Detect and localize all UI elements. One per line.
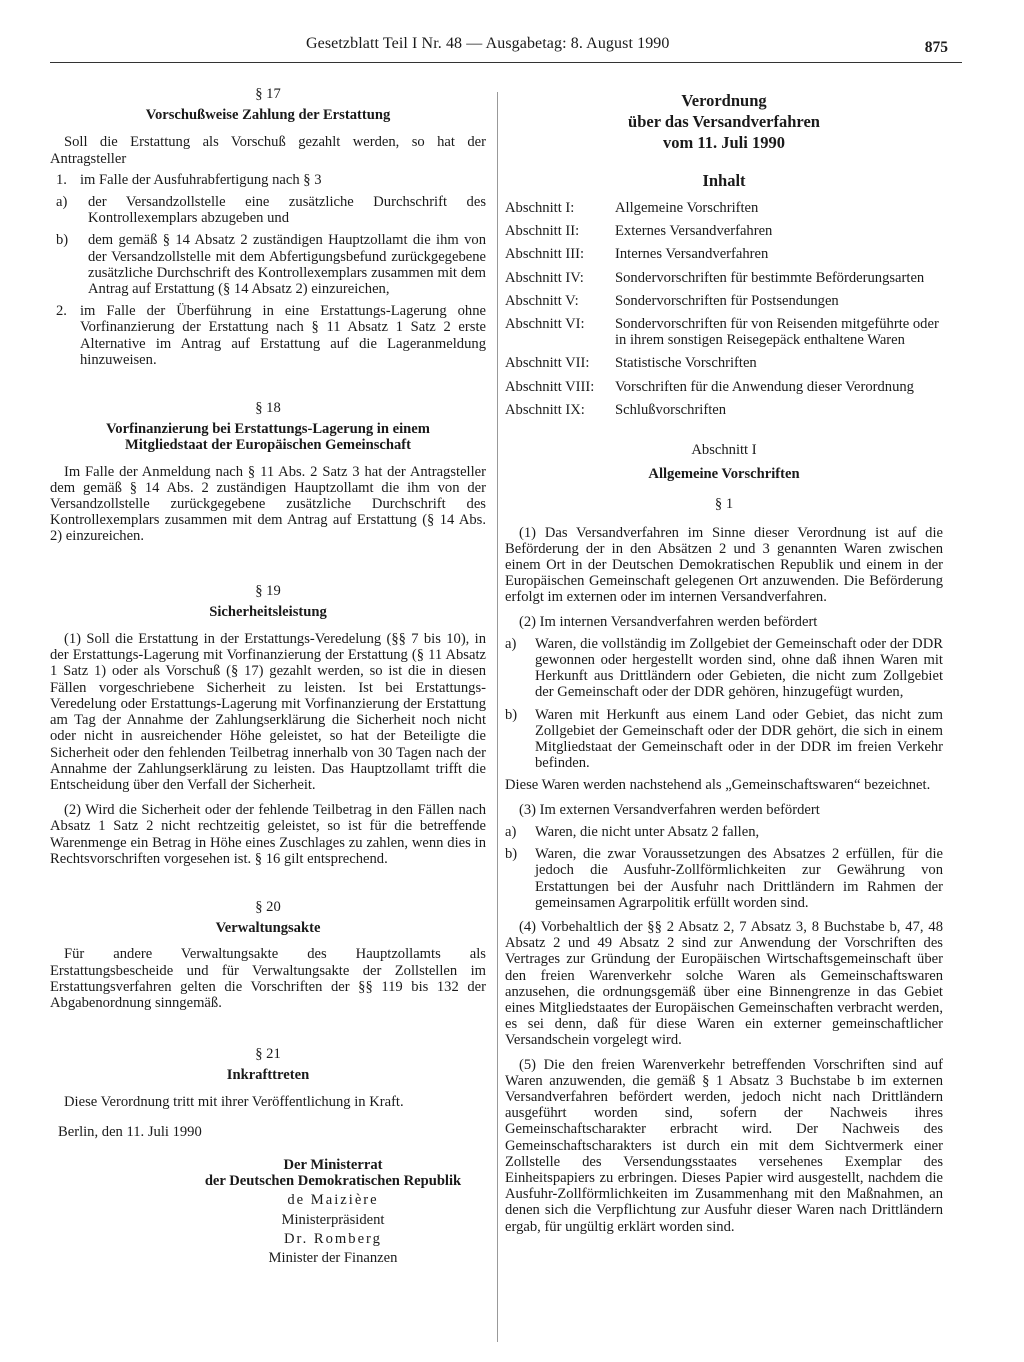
paragraph: (4) Vorbehaltlich der §§ 2 Absatz 2, 7 Absatz 3, 8 Buchstabe b, 47, 48 Absatz 2 und 49 Absatz 2 sind zur Anwendung der Vorschriften des Vertrages zur Gründung der Europäischen Wirtschaftsgemeinschaft über den freien Warenverkehr solche Waren als Gemeinschaftswaren anzusehen, die ordnungsgemäß über eine Binnengrenze in das Gebiet eines Mitgliedstaates der Europäischen Gemeinschaften verbracht werden, es sei denn, daß für diese Waren ein externer gemeinschaftlicher Versandschein vorgelegt wird. (505, 918, 943, 1049)
toc-label: Abschnitt VII: (505, 355, 590, 372)
ordinance-date: vom 11. Juli 1990 (663, 133, 785, 152)
item-label: b) (56, 232, 69, 249)
section-number: § 18 (255, 400, 281, 417)
column-divider (497, 92, 498, 1342)
page-number: 875 (924, 39, 948, 56)
header-title: Gesetzblatt Teil I Nr. 48 — Ausgabetag: 8. August 1990 (306, 35, 670, 52)
toc-label: Abschnitt I: (505, 200, 575, 216)
paragraph: (5) Die den freien Warenverkehr betreffenden Vorschriften sind auf Waren anzuwenden, die gemäß § 1 Absatz 3 Buchstabe b im externen Versandverfahren befördert werden, jedoch nicht nach Drittländern ausgeführt worden sind, sofern der Nachweis ihres Gemeinschaftscharakter erbracht wird. Der Nachweis des Gemeinschaftscharakters ist durch ein mit dem Sichtvermerk einer Zollstelle des Versendungsstaates versehenes Exemplar des Einheitspapiers zu erbringen. Dieses Papier wird ausgestellt, nachdem die Ausfuhr-Zollförmlichkeiten im Zusammenhang mit den Maßnahmen, an denen sich die Verpflichtung zur Ausfuhr dieser Waren nach Drittländern ergab, für ungültig erklärt worden sind. (505, 1056, 943, 1235)
toc-label: Abschnitt III: (505, 246, 585, 263)
paragraph: Für andere Verwaltungsakte des Hauptzollamts als Erstattungsbescheide und für Verwaltungsakte der Zollstellen im Erstattungsverfahren gelten die Vorschriften der §§ 119 bis 132 der Abgabenordnung sinngemäß. (50, 946, 486, 1011)
toc-label: Abschnitt V: (505, 292, 579, 309)
section-title: Verwaltungsakte (215, 920, 321, 937)
toc-text: Sondervorschriften für von Reisenden mitgeführte oder in ihrem sonstigen Reisegepäck enthaltene Waren (615, 316, 939, 349)
signature-block (50, 1124, 486, 1266)
toc-row (505, 402, 943, 418)
toc-heading: Inhalt (702, 171, 746, 190)
section-title: Vorschußweise Zahlung der Erstattung (145, 107, 391, 124)
item-label: a) (505, 823, 517, 840)
right-column (505, 90, 943, 1235)
paragraph: Soll die Erstattung als Vorschuß gezahlt werden, so hat der Antragsteller (50, 134, 486, 167)
toc-row (505, 293, 943, 309)
toc-text: Statistische Vorschriften (615, 355, 757, 372)
toc-text: Allgemeine Vorschriften (615, 200, 759, 216)
paragraph: (3) Im externen Versandverfahren werden befördert (519, 801, 820, 818)
place-date: Berlin, den 11. Juli 1990 (58, 1123, 202, 1140)
toc-text: Externes Versandverfahren (615, 223, 773, 240)
paragraph: (2) Wird die Sicherheit oder der fehlende Teilbetrag in den Fällen nach Absatz 1 Satz 2 nicht rechtzeitig geleistet, so ist für die betreffende Warenmenge ein Betrag in Höhe eines Zuschlages zu zahlen, wenn dies in Rechtsvorschriften vorgesehen ist. § 16 gilt entsprechend. (50, 802, 486, 867)
section-1 (505, 496, 943, 1234)
section-19 (50, 583, 486, 867)
list-item (505, 846, 943, 911)
item-label: a) (56, 194, 68, 211)
list-item (50, 194, 486, 226)
section-title-line: Vorfinanzierung bei Erstattungs-Lagerung in einem (106, 421, 430, 438)
toc-label: Abschnitt VIII: (505, 378, 595, 395)
paragraph: (1) Das Versandverfahren im Sinne dieser Verordnung ist auf die Beförderung der in den Absätzen 2 und 3 genannten Waren zwischen einem Ort in der Deutschen Demokratischen Republik und einem in der Europäischen Gemeinschaft gelegenen Ort anzuwenden. Die Beförderung erfolgt im externen oder im internen Versandverfahren. (505, 524, 943, 606)
toc-row (505, 270, 943, 286)
toc-row (505, 200, 943, 216)
list-item (50, 172, 486, 188)
section-title: Inkrafttreten (226, 1067, 310, 1084)
left-column (50, 86, 486, 1266)
toc-row (505, 355, 943, 371)
ordinance-title: über das Versandverfahren (628, 112, 820, 131)
signatory-name: de Maizière (287, 1192, 379, 1209)
section-number: § 17 (255, 86, 281, 102)
table-of-contents (505, 200, 943, 418)
item-label: a) (505, 635, 517, 652)
section-21 (50, 1046, 486, 1110)
section-number: § 21 (255, 1046, 281, 1063)
paragraph: (1) Soll die Erstattung in der Erstattungs-Veredelung (§§ 7 bis 10), in der Erstattungs-Lagerung mit Vorfinanzierung der Erstattung (§ 11 Absatz 1 Satz 1) oder als Vorschuß (§ 17) gezahlt werden, so ist die in diesen Fällen vorgeschriebene Sicherheit zu leisten. Ist bei Erstattungs-Veredelung oder Erstattungs-Lagerung mit Vorfinanzierung der Erstattung am Tag der Annahme der Zahlungserklärung die Sicherheit noch nicht oder nicht in ausreichender Höhe geleistet, so hat der Beteiligte die Sicherheit oder den fehlenden Teilbetrag innerhalb von 30 Tagen nach der Annahme der Zahlungserklärung zu leisten. Das Hauptzollamt trifft die Entscheidung über den Verfall der Sicherheit. (50, 631, 486, 793)
section-number: § 20 (255, 898, 281, 915)
item-text: der Versandzollstelle eine zusätzliche Durchschrift des Kontrollexemplars abzugeben und (88, 194, 486, 227)
item-text: Waren, die vollständig im Zollgebiet der Gemeinschaft oder der DDR gewonnen oder hergestellt worden sind, ohne daß ihnen Waren mit Herkunft aus Drittländern oder Gebieten, die nicht zum Zollgebiet der Gemeinschaft oder der DDR gehören, hinzugefügt wurden, (535, 635, 943, 701)
toc-text: Sondervorschriften für Postsendungen (615, 292, 839, 309)
page-header (50, 36, 962, 63)
section-title: Sicherheitsleistung (209, 603, 327, 620)
ordinance-title: Verordnung (681, 91, 767, 110)
chapter-heading: Abschnitt I (691, 442, 757, 459)
chapter-title: Allgemeine Vorschriften (648, 466, 800, 483)
item-label: b) (505, 846, 518, 863)
toc-text: Internes Versandverfahren (615, 246, 769, 263)
toc-text: Vorschriften für die Anwendung dieser Verordnung (615, 378, 914, 395)
item-label: 2. (56, 303, 67, 320)
toc-row (505, 223, 943, 239)
section-18 (50, 400, 486, 545)
signatory-role: Ministerpräsident (281, 1211, 385, 1228)
section-number: § 19 (255, 582, 281, 599)
list-item (505, 636, 943, 701)
item-text: im Falle der Ausfuhrabfertigung nach § 3 (80, 171, 322, 188)
signatory-org: Der Ministerrat (283, 1156, 383, 1173)
item-text: dem gemäß § 14 Absatz 2 zuständigen Hauptzollamt die ihm von der Versandzollstelle mit dem Abfertigungsbefund zurückgegebene zusätzliche Durchschrift des Kontrollexemplars zusammen mit dem Antrag auf Erstattung (§ 14 Absatz 2) einzureichen, (88, 232, 486, 298)
section-20 (50, 899, 486, 1011)
toc-row (505, 246, 943, 262)
item-label: 1. (56, 171, 67, 188)
paragraph: Diese Verordnung tritt mit ihrer Veröffentlichung in Kraft. (64, 1093, 404, 1110)
toc-label: Abschnitt VI: (505, 316, 585, 333)
item-text: im Falle der Überführung in eine Erstattungs-Lagerung ohne Vorfinanzierung der Erstattung nach § 11 Absatz 1 Satz 2 erste Alternative im Antrag auf Erstattung auf die Lageranmeldung hinzuweisen. (80, 303, 486, 368)
paragraph: Diese Waren werden nachstehend als „Gemeinschaftswaren“ bezeichnet. (505, 777, 931, 794)
toc-label: Abschnitt II: (505, 223, 580, 240)
list-item (50, 232, 486, 297)
item-text: Waren mit Herkunft aus einem Land oder Gebiet, das nicht zum Zollgebiet der Gemeinschaft oder der DDR gehört, die sich in einem Mitgliedstaat der Gemeinschaft oder in der DDR im freien Verkehr befinden. (535, 706, 943, 772)
list-item (505, 707, 943, 772)
paragraph: Im Falle der Anmeldung nach § 11 Abs. 2 Satz 3 hat der Antragsteller dem gemäß § 14 Abs. 2 zuständigen Hauptzollamt die ihm von der Versandzollstelle zurückgegebene zusätzliche Durchschrift des Kontrollexemplars zusammen mit dem Antrag auf Erstattung (§ 14 Abs. 2) einzureichen. (50, 463, 486, 545)
signatory-role: Minister der Finanzen (268, 1249, 398, 1266)
item-text: Waren, die zwar Voraussetzungen des Absatzes 2 erfüllen, für die jedoch die Ausfuhr-Zollförmlichkeiten zur Gewährung von Erstattungen bei der Ausfuhr nach Drittländern im Rahmen der gemeinsamen Agrarpolitik erfüllt worden sind. (535, 846, 943, 911)
toc-row (505, 379, 943, 395)
list-item (50, 303, 486, 368)
section-17 (50, 86, 486, 368)
signatory-org: der Deutschen Demokratischen Republik (204, 1173, 462, 1190)
toc-label: Abschnitt IV: (505, 269, 584, 286)
signatory-name: Dr. Romberg (284, 1230, 382, 1247)
section-title-line: Mitgliedstaat der Europäischen Gemeinschaft (124, 437, 412, 454)
paragraph: (2) Im internen Versandverfahren werden befördert (519, 613, 818, 630)
toc-row (505, 316, 943, 348)
toc-label: Abschnitt IX: (505, 401, 585, 418)
toc-text: Schlußvorschriften (615, 401, 727, 418)
item-text: Waren, die nicht unter Absatz 2 fallen, (535, 823, 760, 840)
toc-text: Sondervorschriften für bestimmte Beförderungsarten (615, 269, 925, 286)
list-item (505, 824, 943, 840)
section-number: § 1 (714, 496, 734, 513)
item-label: b) (505, 706, 518, 723)
